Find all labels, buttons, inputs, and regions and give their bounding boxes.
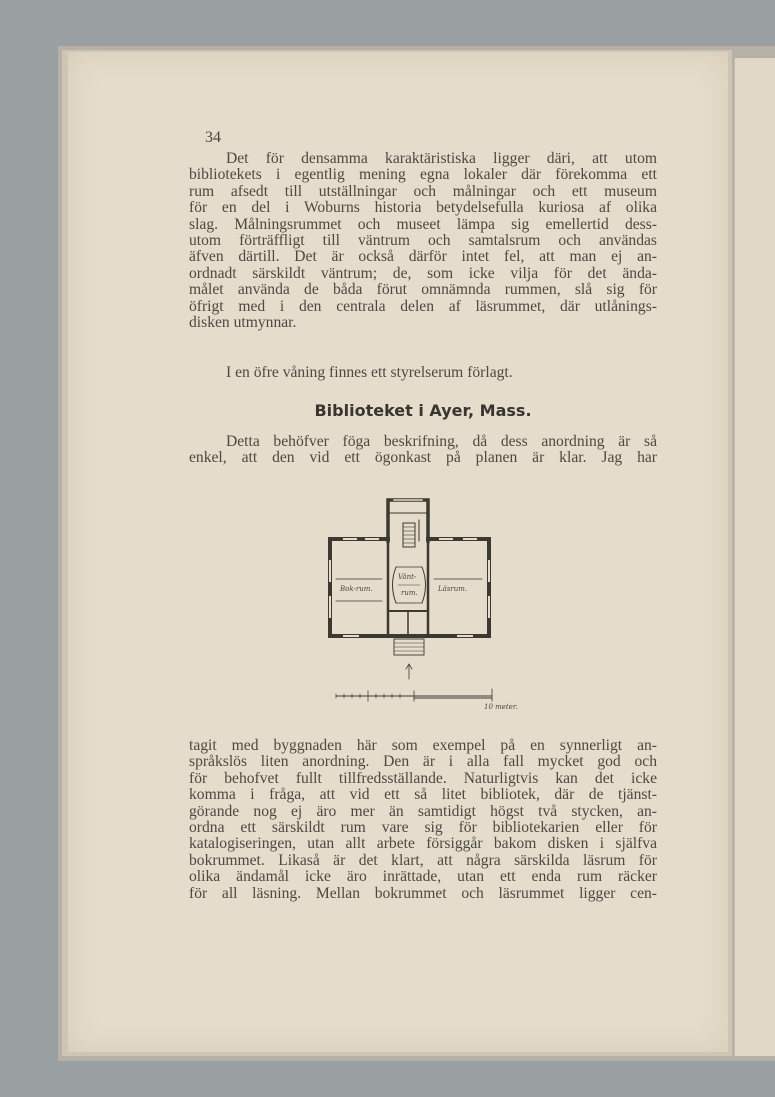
text-line: disken utmynnar. <box>189 313 297 331</box>
text-line: tagit med byggnaden här som exempel på en synnerligt an- <box>189 737 657 754</box>
floor-plan-figure <box>322 493 572 723</box>
plan-label-vant: Vänt- <box>398 573 417 581</box>
scale-label: 10 meter. <box>484 703 518 711</box>
text-line: bibliotekets i egentlig mening egna lokaler där förekomma ett <box>189 166 657 184</box>
paragraph-1 <box>189 151 657 331</box>
text-line: språkslös liten anordning. Den är i alla fall mycket god och <box>189 753 657 771</box>
text-line: katalogiseringen, utan allt arbete försiggår bakom disken i själfva <box>189 835 657 853</box>
plan-label-lasrum: Läsrum. <box>438 585 468 593</box>
text-line: för en del i Woburns historia betydelsefulla kuriosa af olika <box>189 199 657 217</box>
text-line: för behofvet fullt tillfredsställande. Naturligtvis kan det icke <box>189 769 657 787</box>
text-line: Detta behöfver föga beskrifning, då dess anordning är så <box>226 433 657 450</box>
text-line: I en öfre våning finnes ett styrelserum förlagt. <box>226 364 513 381</box>
text-line: för all läsning. Mellan bokrummet och läsrummet ligger cen- <box>189 884 657 902</box>
next-page-edge <box>734 58 775 1056</box>
text-line: målet använda de båda förut omnämnda rummen, slå sig för <box>189 281 657 299</box>
plan-label-bokrum: Bok-rum. <box>340 585 373 593</box>
text-line: görande nog ej äro mer än samtidigt högst två stycken, an- <box>189 802 657 820</box>
paragraph-2 <box>189 365 657 381</box>
text-line: öfrigt med i den centrala delen af läsrummet, där utlånings- <box>189 297 657 315</box>
paragraph-3 <box>189 434 657 467</box>
text-line: slag. Målningsrummet och museet lämpa sig emellertid dess- <box>189 215 657 233</box>
text-line: utom förträffligt till väntrum och samtalsrum och användas <box>189 231 657 249</box>
page-number: 34 <box>205 129 221 146</box>
text-line: Det för densamma karaktäristiska ligger däri, att utom <box>226 150 657 167</box>
paragraph-4 <box>189 738 657 902</box>
text-line: olika ändamål icke äro inrättade, utan ett enda rum räcker <box>189 868 657 886</box>
plan-desk <box>422 567 426 603</box>
plan-desk <box>393 567 397 603</box>
text-line: bokrummet. Likaså är det klart, att några särskilda läsrum för <box>189 851 657 869</box>
text-line: komma i fråga, att vid ett så litet bibliotek, där de tjänst- <box>189 786 657 804</box>
text-line: ordnadt särskildt väntrum; de, som icke vilja för det ända- <box>189 264 657 282</box>
text-line: enkel, att den vid ett ögonkast på planen är klar. Jag har <box>189 449 657 467</box>
text-line: äfven därtill. Det är också därför intet fel, att man ej an- <box>189 248 657 266</box>
text-line: ordna ett särskildt rum vare sig för bibliotekarien eller för <box>189 818 657 836</box>
section-heading: Biblioteket i Ayer, Mass. <box>314 401 532 420</box>
plan-label-rum: rum. <box>401 589 418 597</box>
text-line: rum afsedt till utställningar och målningar och ett museum <box>189 182 657 200</box>
